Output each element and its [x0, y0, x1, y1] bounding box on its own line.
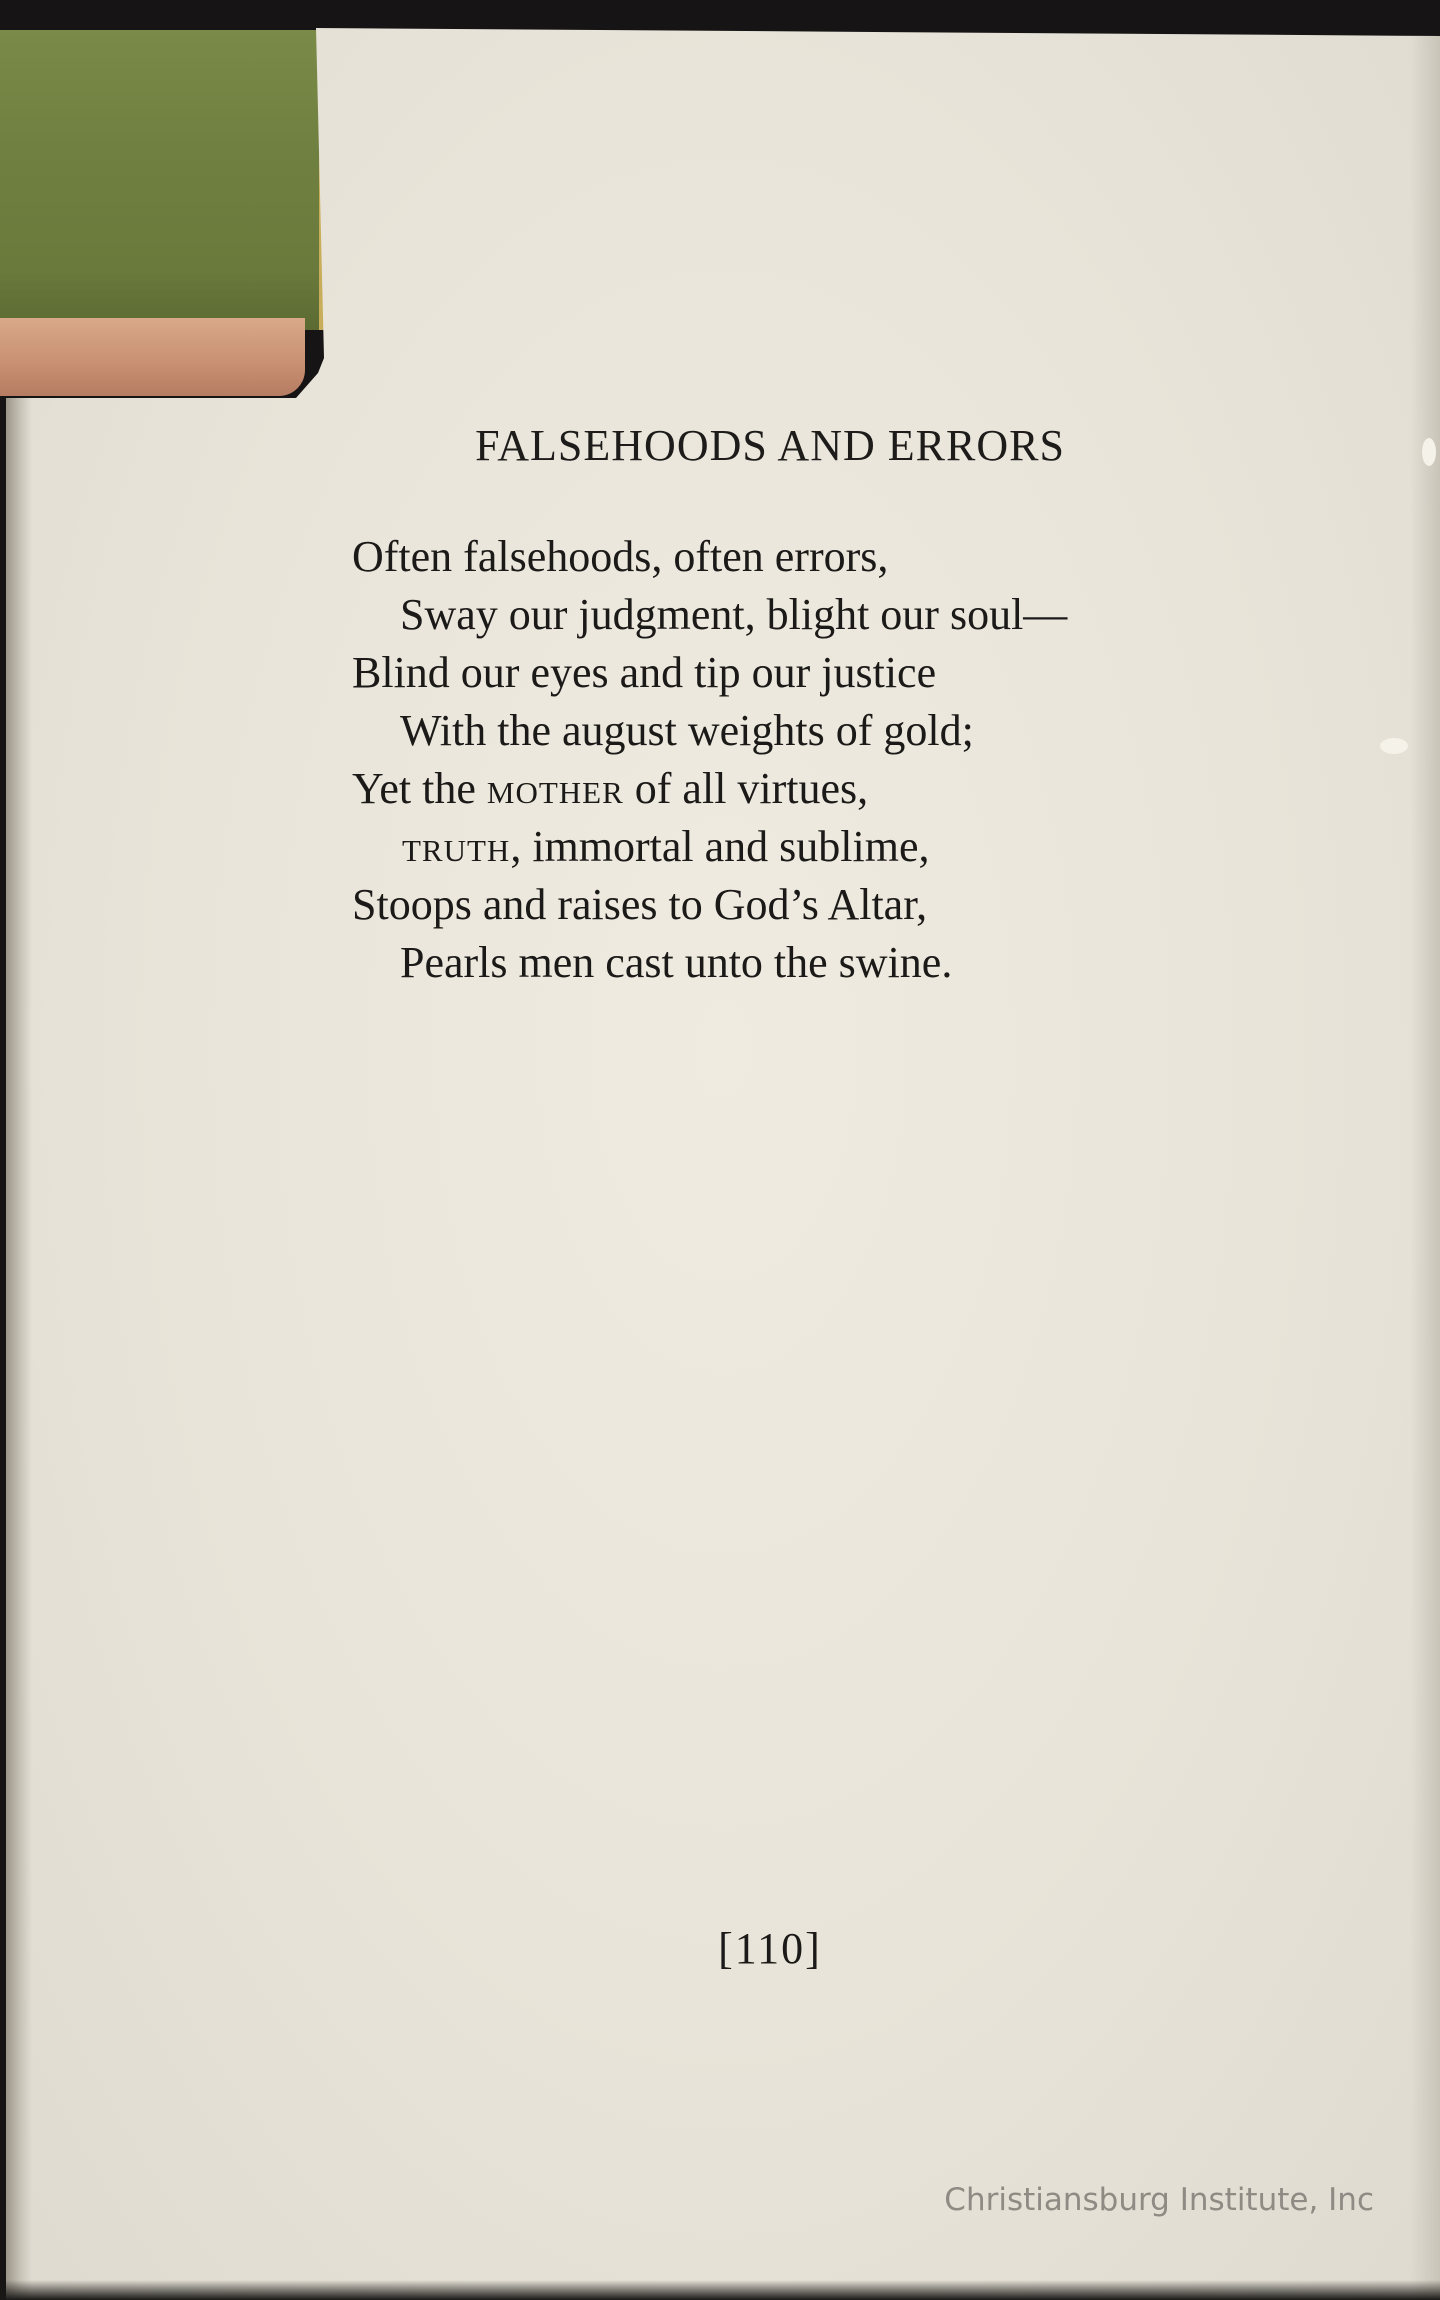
poem-smallcaps-word: truth: [402, 822, 511, 871]
poem-line: Stoops and raises to God’s Altar,: [352, 880, 928, 929]
poem-line: [352, 760, 1067, 818]
page-left-shadow: [6, 398, 32, 2300]
bottom-edge-shadow: [0, 2280, 1440, 2300]
poem-line: Often falsehoods, often errors,: [352, 532, 889, 581]
book-spine-edge: [0, 318, 305, 396]
poem-line: Pearls men cast unto the swine.: [400, 938, 953, 987]
poem-line: Sway our judgment, blight our soul—: [400, 590, 1068, 639]
poem-line: [352, 818, 1067, 876]
page-number: [110]: [718, 1924, 822, 1973]
poem-line: Blind our eyes and tip our justice: [352, 648, 937, 697]
poem-text: Yet the: [352, 764, 487, 813]
book-cover-edge: [0, 30, 325, 330]
paper-chip: [1380, 738, 1408, 754]
poem-text: of all virtues,: [623, 764, 869, 813]
poem-smallcaps-word: mother: [486, 764, 624, 813]
poem-body: [352, 528, 1067, 992]
watermark: Christiansburg Institute, Inc: [944, 2182, 1374, 2218]
poem-title: FALSEHOODS AND ERRORS: [475, 421, 1065, 470]
poem-text: , immortal and sublime,: [510, 822, 930, 871]
poem-line: With the august weights of gold;: [400, 706, 974, 755]
